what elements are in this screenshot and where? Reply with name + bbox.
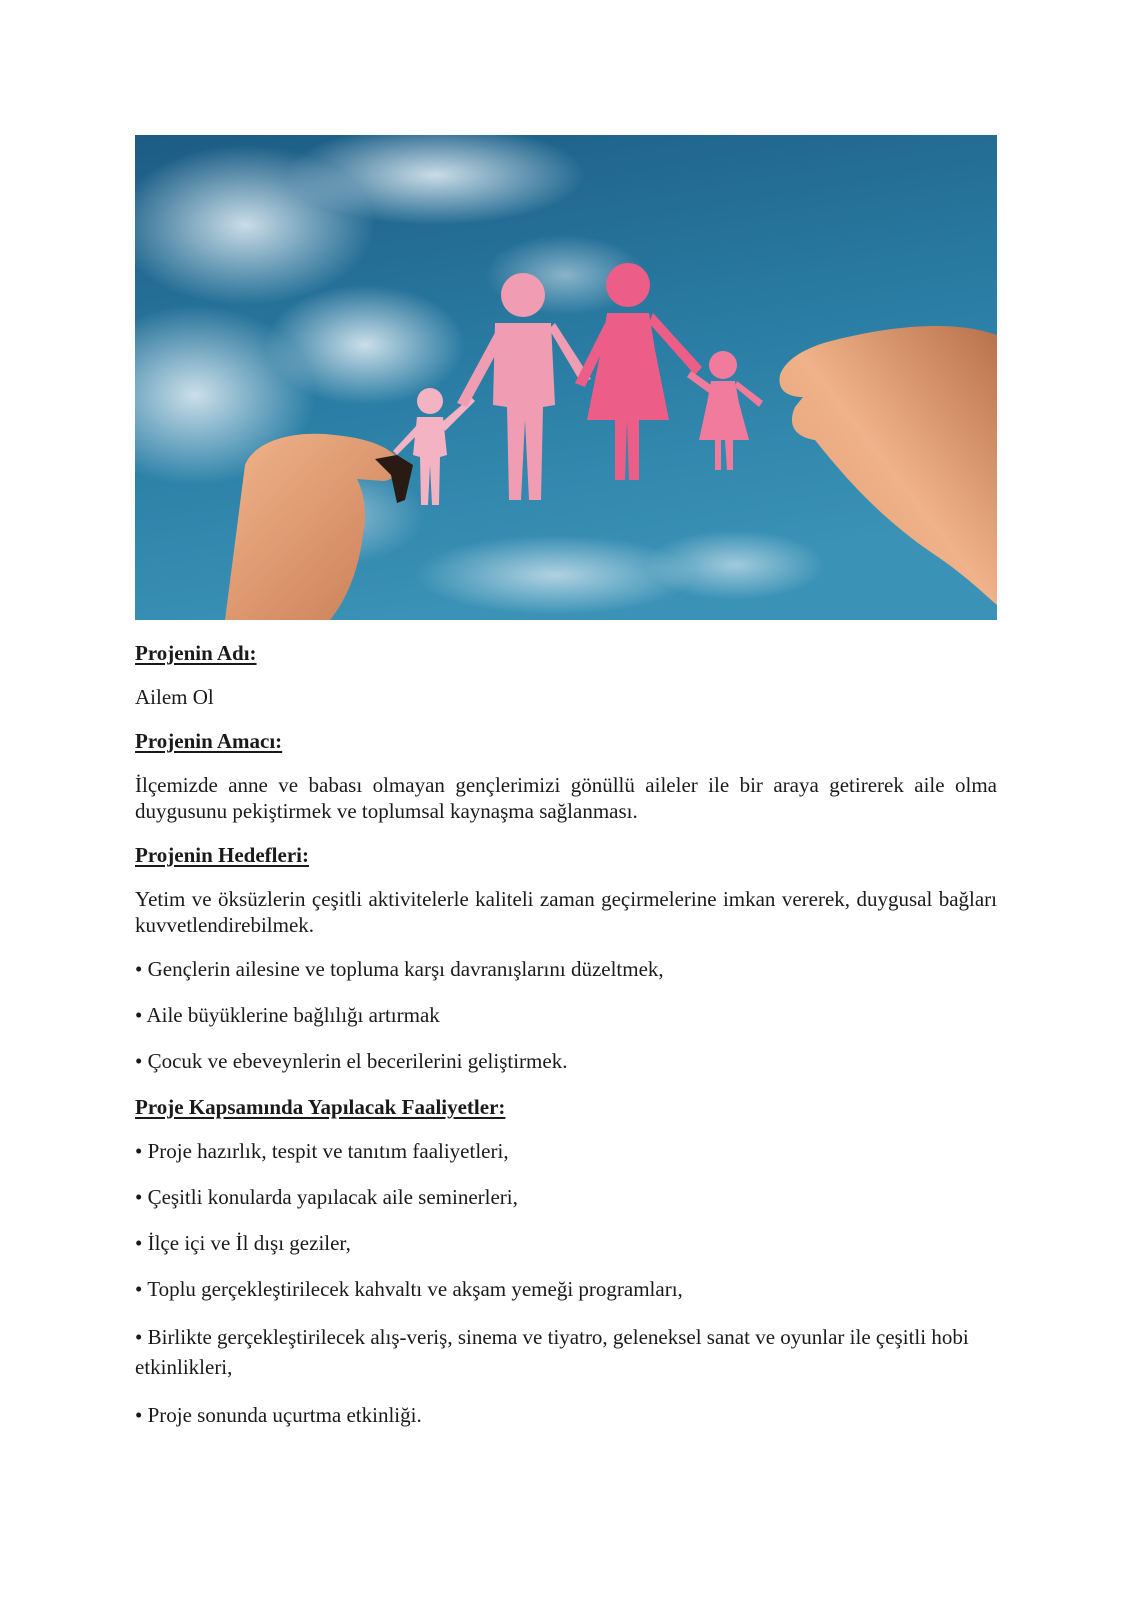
project-purpose-heading: Projenin Amacı: — [135, 729, 283, 753]
goal-item: • Aile büyüklerine bağlılığı artırmak — [135, 1003, 440, 1027]
project-name: Ailem Ol — [135, 685, 214, 709]
activities-heading: Proje Kapsamında Yapılacak Faaliyetler: — [135, 1095, 506, 1119]
goal-item: • Gençlerin ailesine ve topluma karşı davranışlarını düzeltmek, — [135, 957, 664, 981]
hero-image — [135, 135, 997, 620]
goal-item: • Çocuk ve ebeveynlerin el becerilerini geliştirmek. — [135, 1049, 568, 1073]
project-name-heading: Projenin Adı: — [135, 641, 257, 665]
paper-family-icon — [135, 135, 997, 620]
activity-item: • İlçe içi ve İl dışı geziler, — [135, 1231, 351, 1255]
project-goals-intro: Yetim ve öksüzlerin çeşitli aktivitelerle kaliteli zaman geçirmelerine imkan vererek, duygusal bağları kuvvetlendirebilmek. — [135, 887, 997, 937]
activity-item: • Proje sonunda uçurtma etkinliği. — [135, 1403, 422, 1427]
project-goals-heading: Projenin Hedefleri: — [135, 843, 309, 867]
activity-item: • Birlikte gerçekleştirilecek alış-veriş, sinema ve tiyatro, geleneksel sanat ve oyunlar ile çeşitli hobi etkinlikleri, — [135, 1325, 969, 1379]
activity-item: • Proje hazırlık, tespit ve tanıtım faaliyetleri, — [135, 1139, 509, 1163]
project-purpose: İlçemizde anne ve babası olmayan gençlerimizi gönüllü aileler ile bir araya getirerek aile olma duygusunu pekiştirmek ve toplumsal kaynaşma sağlanması. — [135, 773, 997, 823]
activity-item: • Toplu gerçekleştirilecek kahvaltı ve akşam yemeği programları, — [135, 1277, 683, 1301]
project-details — [135, 640, 997, 1448]
activity-item: • Çeşitli konularda yapılacak aile seminerleri, — [135, 1185, 518, 1209]
